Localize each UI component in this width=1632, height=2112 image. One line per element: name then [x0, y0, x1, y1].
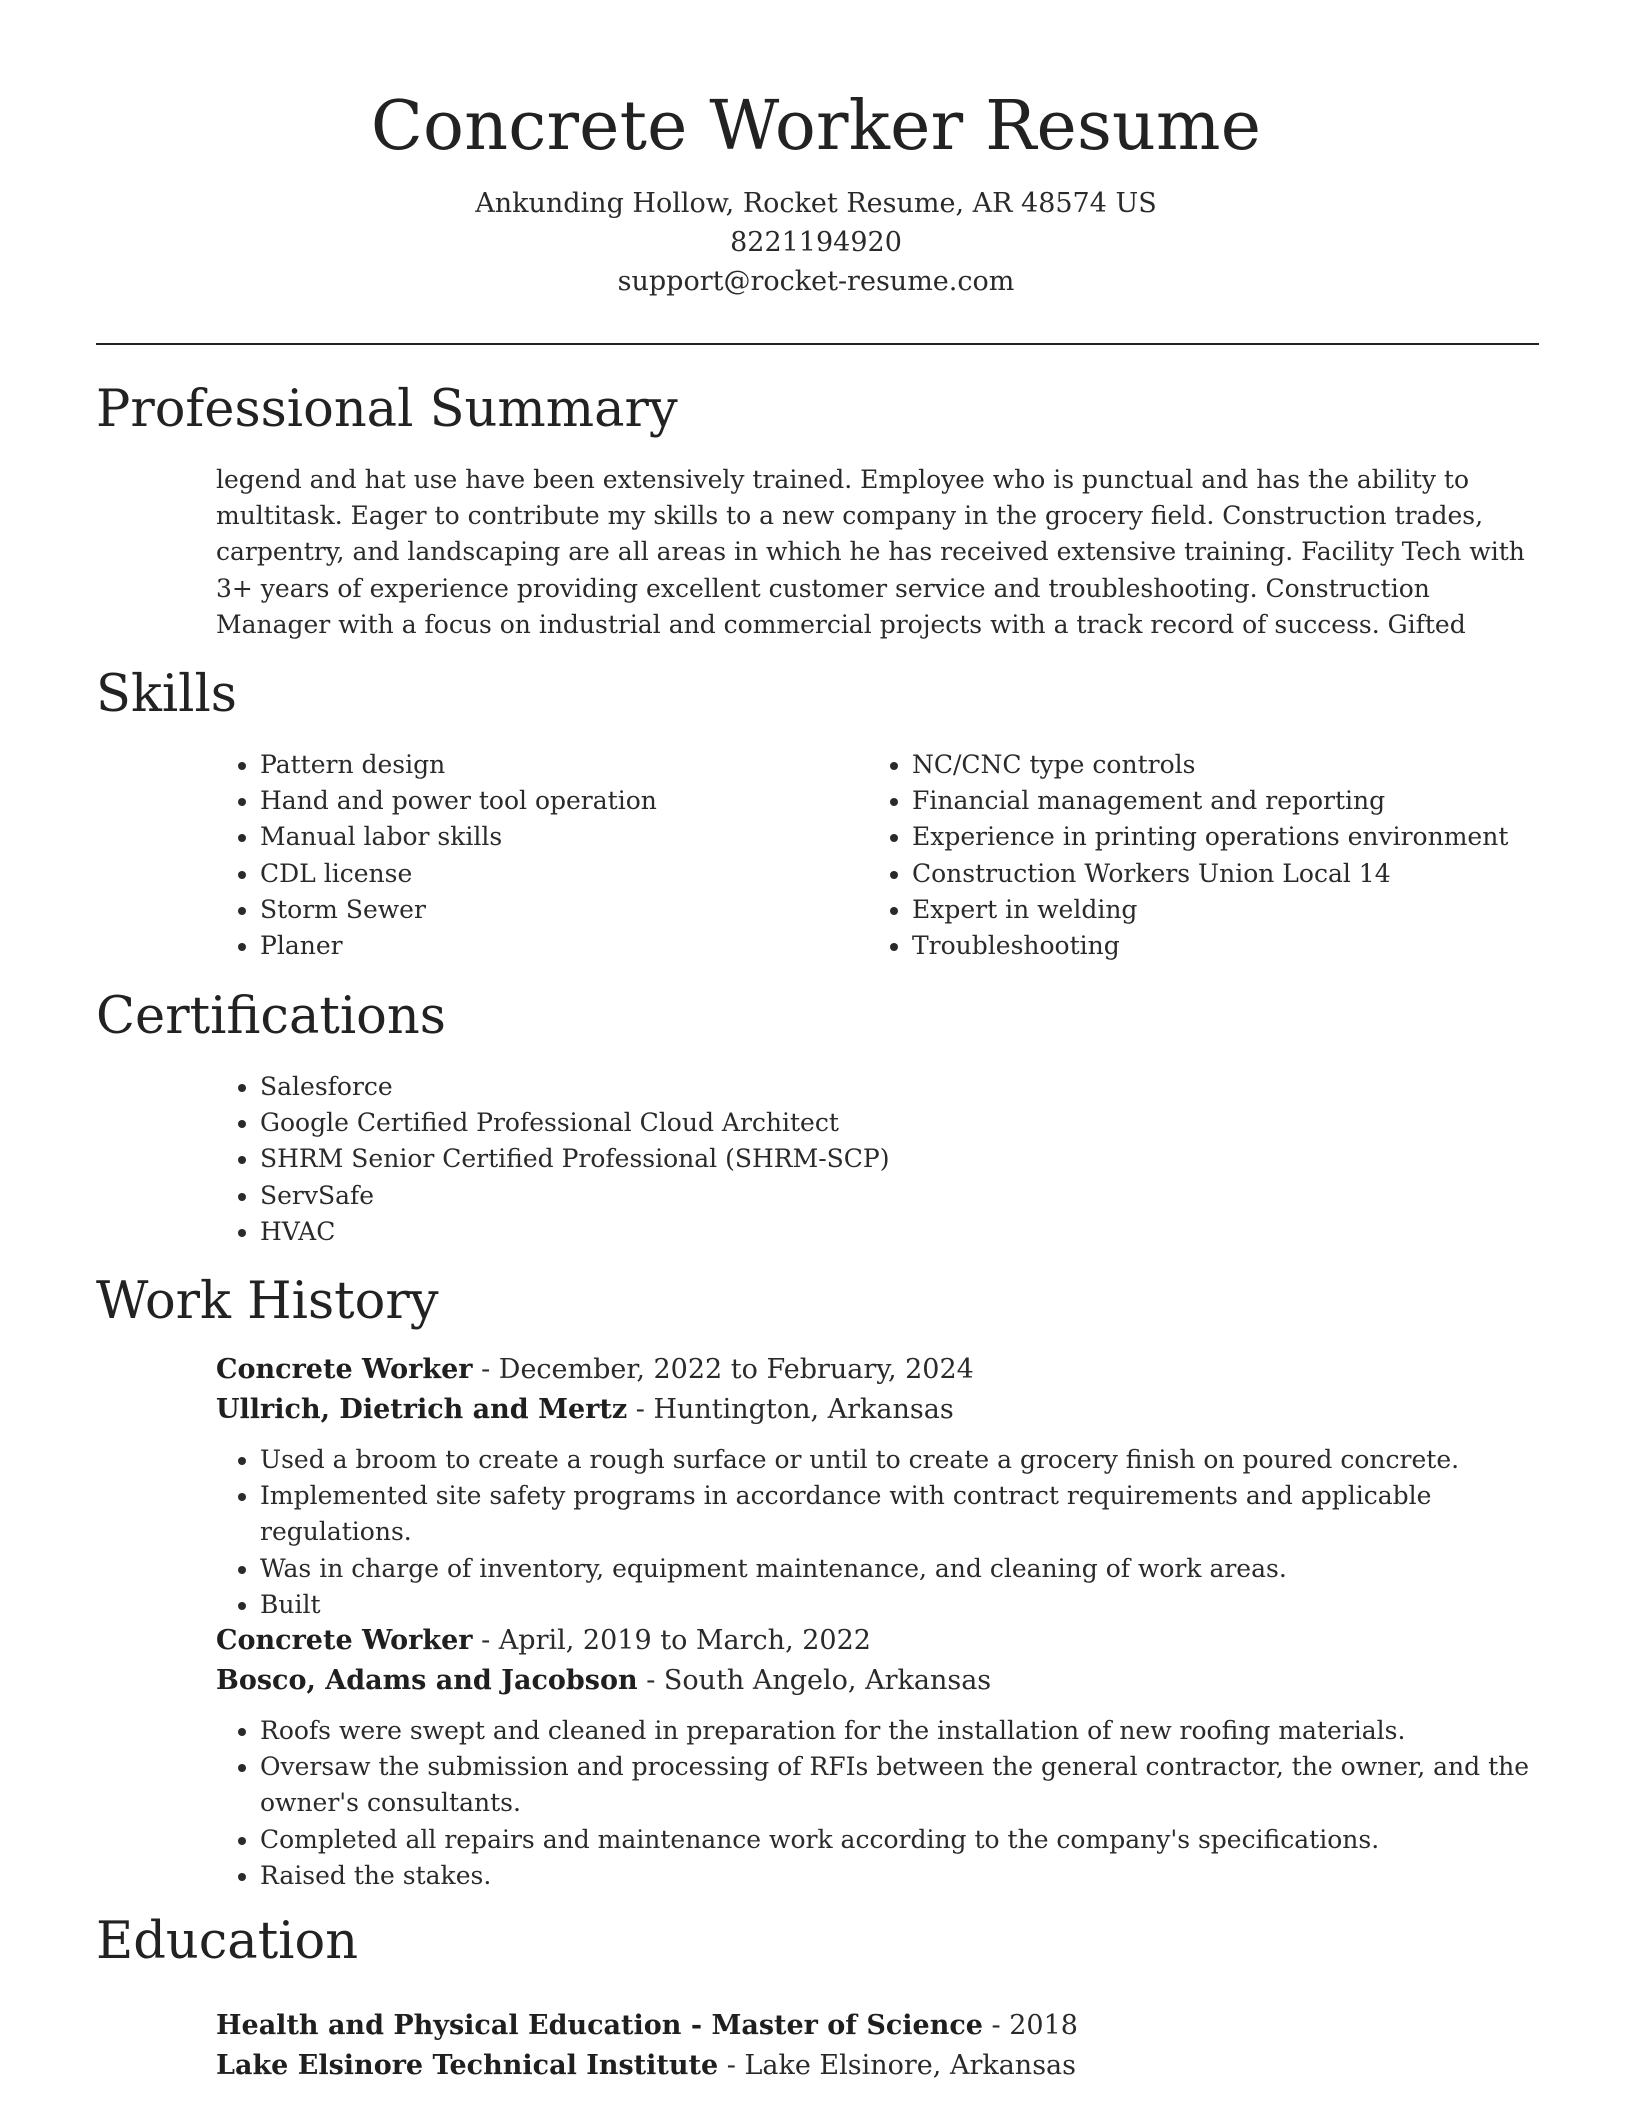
header-divider [96, 343, 1539, 345]
job-title-line [216, 1350, 1546, 1390]
job-dates: December, 2022 to February, 2024 [498, 1354, 974, 1385]
job-bullet: • Was in charge of inventory, equipment maintenance, and cleaning of work areas. [260, 1551, 1546, 1587]
skill-item: • Experience in printing operations environment [912, 819, 1568, 855]
certifications-block [216, 1069, 1416, 1250]
summary-text: legend and hat use have been extensively trained. Employee who is punctual and has the ability to multitask. Eager to contribute my skills to a new company in the grocery field. Construction trades, carpentry, and landscaping are all areas in which he has received extensive training. Facility Tech with 3+ years of experience providing excellent customer service and troubleshooting. Construction Manager with a focus on industrial and commercial projects with a track record of success. Gifted [216, 465, 1525, 639]
education-school-line [216, 2046, 1546, 2086]
separator: - [472, 1625, 499, 1656]
separator: - [637, 1665, 664, 1696]
skill-item: • Troubleshooting [912, 928, 1568, 964]
skill-item: • Expert in welding [912, 892, 1568, 928]
skills-list-right [868, 747, 1568, 964]
summary-heading: Professional Summary [96, 380, 678, 439]
certification-item: • HVAC [260, 1214, 1416, 1250]
job-entry [216, 1350, 1546, 1623]
job-location: South Angelo, Arkansas [663, 1665, 992, 1696]
contact-address: Ankunding Hollow, Rocket Resume, AR 48574 US [475, 188, 1157, 219]
education-school: Lake Elsinore Technical Institute [216, 2050, 719, 2081]
job-company: Ullrich, Dietrich and Mertz [216, 1394, 628, 1425]
job-dates: April, 2019 to March, 2022 [498, 1625, 871, 1656]
job-bullet: • Built [260, 1587, 1546, 1623]
skill-item: • Storm Sewer [260, 892, 836, 928]
work-history-heading: Work History [96, 1272, 439, 1331]
contact-phone: 8221194920 [730, 227, 902, 258]
certification-item: • SHRM Senior Certified Professional (SHRM-SCP) [260, 1141, 1416, 1177]
certification-item: • Google Certified Professional Cloud Architect [260, 1105, 1416, 1141]
job-company-line [216, 1661, 1546, 1701]
job-company-line [216, 1390, 1546, 1430]
job-bullet: • Roofs were swept and cleaned in preparation for the installation of new roofing materials. [260, 1713, 1546, 1749]
job-title: Concrete Worker [216, 1625, 473, 1656]
separator: - [472, 1354, 499, 1385]
contact-block [0, 184, 1632, 301]
skills-column-right [868, 747, 1568, 964]
job-bullets [216, 1442, 1546, 1623]
job-bullet: • Oversaw the submission and processing of RFIs between the general contractor, the owner, and the owner's consultants. [260, 1749, 1546, 1821]
skill-item: • Hand and power tool operation [260, 783, 836, 819]
job-bullet: • Implemented site safety programs in accordance with contract requirements and applicable regulations. [260, 1478, 1546, 1550]
separator: - [982, 2010, 1010, 2041]
certifications-list [216, 1069, 1416, 1250]
education-field: Health and Physical Education [216, 2010, 682, 2041]
education-entry [216, 2006, 1546, 2086]
skill-item: • Financial management and reporting [912, 783, 1568, 819]
job-title: Concrete Worker [216, 1354, 473, 1385]
contact-email: support@rocket-resume.com [617, 266, 1015, 297]
education-heading: Education [96, 1912, 359, 1971]
job-title-line [216, 1621, 1546, 1661]
skill-item: • CDL license [260, 856, 836, 892]
job-bullet: • Completed all repairs and maintenance work according to the company's specifications. [260, 1822, 1546, 1858]
skill-item: • Manual labor skills [260, 819, 836, 855]
job-bullet: • Used a broom to create a rough surface or until to create a grocery finish on poured concrete. [260, 1442, 1546, 1478]
skill-item: • Pattern design [260, 747, 836, 783]
education-location: Lake Elsinore, Arkansas [744, 2050, 1077, 2081]
skills-column-left [216, 747, 836, 964]
job-bullets [216, 1713, 1546, 1894]
education-year: 2018 [1009, 2010, 1078, 2041]
certifications-heading: Certifications [96, 987, 446, 1046]
job-bullet: • Raised the stakes. [260, 1858, 1546, 1894]
separator: - [627, 1394, 654, 1425]
skill-item: • NC/CNC type controls [912, 747, 1568, 783]
job-company: Bosco, Adams and Jacobson [216, 1665, 638, 1696]
skills-heading: Skills [96, 665, 237, 724]
resume-header [0, 82, 1632, 301]
education-degree-line [216, 2006, 1546, 2046]
separator: - [681, 2010, 712, 2041]
certification-item: • ServSafe [260, 1178, 1416, 1214]
separator: - [718, 2050, 745, 2081]
resume-title: Concrete Worker Resume [370, 87, 1262, 166]
skills-list-left [216, 747, 836, 964]
job-entry [216, 1621, 1546, 1894]
skill-item: • Planer [260, 928, 836, 964]
education-degree: Master of Science [711, 2010, 983, 2041]
skill-item: • Construction Workers Union Local 14 [912, 856, 1568, 892]
certification-item: • Salesforce [260, 1069, 1416, 1105]
job-location: Huntington, Arkansas [653, 1394, 954, 1425]
